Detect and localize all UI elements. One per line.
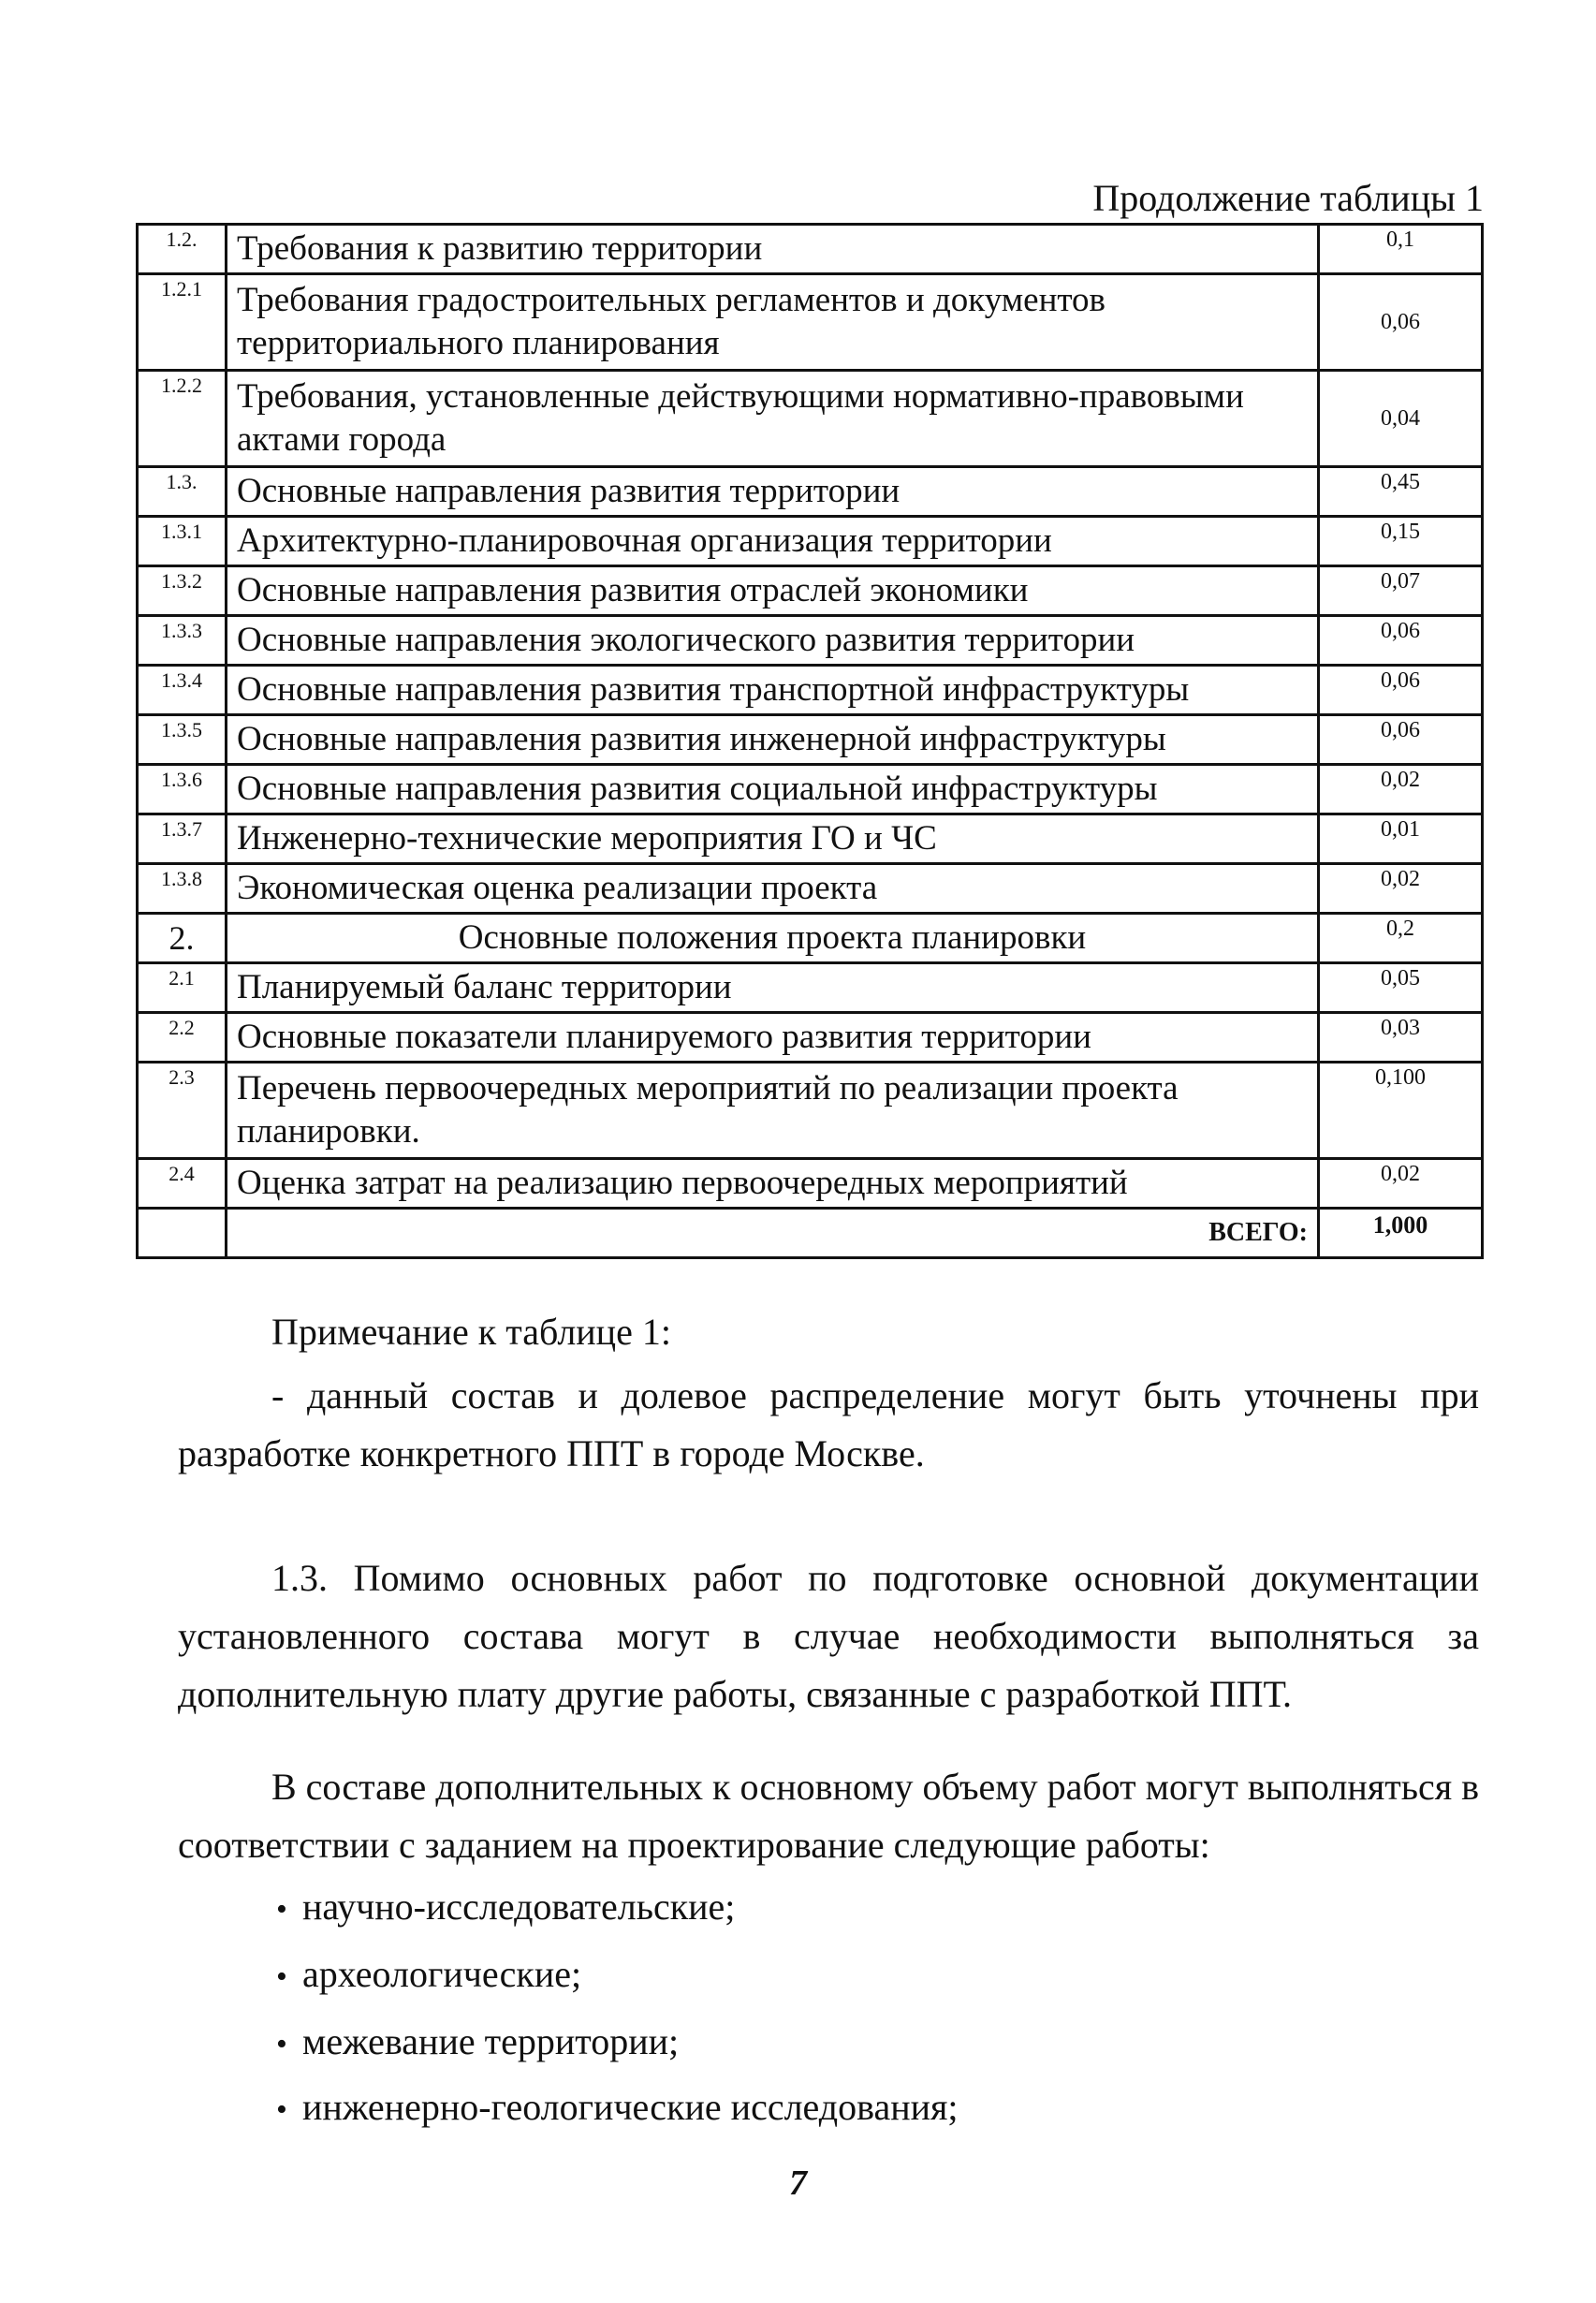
list-item-text: научно-исследовательские; bbox=[302, 1885, 736, 1928]
row-number: 1.3.3 bbox=[138, 616, 227, 666]
row-number: 2.3 bbox=[138, 1063, 227, 1159]
paragraph-additional-works: В составе дополнительных к основному объему работ могут выполняться в соответствии с заданием на проектирование следующие работы: bbox=[178, 1766, 1479, 1866]
list-item-text: межевание территории; bbox=[302, 2020, 680, 2062]
table-row bbox=[138, 963, 1483, 1013]
row-name: Основные направления развития отраслей экономики bbox=[227, 566, 1319, 616]
row-value: 0,06 bbox=[1319, 715, 1483, 765]
bullet-icon: • bbox=[276, 1892, 287, 1927]
row-number: 1.3.1 bbox=[138, 517, 227, 566]
list-item-text: инженерно-геологические исследования; bbox=[302, 2086, 959, 2128]
table-row bbox=[138, 666, 1483, 715]
row-value: 0,2 bbox=[1319, 914, 1483, 963]
row-value: 0,1 bbox=[1319, 225, 1483, 274]
row-name: Основные направления экологического развития территории bbox=[227, 616, 1319, 666]
row-value: 0,03 bbox=[1319, 1013, 1483, 1063]
row-name: Планируемый баланс территории bbox=[227, 963, 1319, 1013]
row-value: 0,45 bbox=[1319, 467, 1483, 517]
list-item bbox=[276, 1884, 735, 1933]
row-number: 1.2.2 bbox=[138, 371, 227, 467]
row-number: 1.3.6 bbox=[138, 765, 227, 814]
table-row bbox=[138, 1013, 1483, 1063]
row-number: 1.3.5 bbox=[138, 715, 227, 765]
row-name: Требования к развитию территории bbox=[227, 225, 1319, 274]
total-value: 1,000 bbox=[1319, 1209, 1483, 1258]
row-value: 0,06 bbox=[1319, 666, 1483, 715]
table-caption: Продолжение таблицы 1 bbox=[1092, 177, 1484, 219]
row-value: 0,02 bbox=[1319, 1159, 1483, 1209]
row-number: 1.3.8 bbox=[138, 864, 227, 914]
row-value: 0,100 bbox=[1319, 1063, 1483, 1159]
table-row bbox=[138, 517, 1483, 566]
table-row bbox=[138, 371, 1483, 467]
row-number: 2. bbox=[138, 914, 227, 963]
row-number: 1.2.1 bbox=[138, 274, 227, 371]
row-name: Инженерно-технические мероприятия ГО и ЧС bbox=[227, 814, 1319, 864]
table-row bbox=[138, 225, 1483, 274]
list-item bbox=[276, 2018, 679, 2068]
row-number: 1.3.4 bbox=[138, 666, 227, 715]
table-row bbox=[138, 864, 1483, 914]
row-number: 1.3.7 bbox=[138, 814, 227, 864]
table-row bbox=[138, 1063, 1483, 1159]
table-row bbox=[138, 765, 1483, 814]
page-number: 7 bbox=[789, 2164, 807, 2203]
row-number: 2.2 bbox=[138, 1013, 227, 1063]
row-number: 2.4 bbox=[138, 1159, 227, 1209]
row-name: Оценка затрат на реализацию первоочередных мероприятий bbox=[227, 1159, 1319, 1209]
cost-share-table bbox=[136, 223, 1484, 1259]
note-title: Примечание к таблице 1: bbox=[271, 1311, 671, 1353]
table-row bbox=[138, 715, 1483, 765]
bullet-icon: • bbox=[276, 1959, 287, 1994]
note-text: - данный состав и долевое распределение могут быть уточнены при разработке конкретного ППТ в городе Москве. bbox=[178, 1374, 1479, 1474]
row-name: Требования градостроительных регламентов и документов территориального планирования bbox=[227, 274, 1319, 371]
row-name: Требования, установленные действующими нормативно-правовыми актами города bbox=[227, 371, 1319, 467]
row-value: 0,01 bbox=[1319, 814, 1483, 864]
row-name: Архитектурно-планировочная организация территории bbox=[227, 517, 1319, 566]
row-number: 1.3.2 bbox=[138, 566, 227, 616]
row-number: 1.2. bbox=[138, 225, 227, 274]
row-value: 0,15 bbox=[1319, 517, 1483, 566]
table-row bbox=[138, 616, 1483, 666]
total-label: ВСЕГО: bbox=[227, 1209, 1319, 1258]
table-row bbox=[138, 814, 1483, 864]
row-value: 0,06 bbox=[1319, 274, 1483, 371]
row-name: Основные положения проекта планировки bbox=[227, 914, 1319, 963]
row-name: Основные направления развития транспортной инфраструктуры bbox=[227, 666, 1319, 715]
row-value: 0,07 bbox=[1319, 566, 1483, 616]
table-row bbox=[138, 467, 1483, 517]
total-number-cell bbox=[138, 1209, 227, 1258]
bullet-icon: • bbox=[276, 2092, 287, 2127]
row-value: 0,04 bbox=[1319, 371, 1483, 467]
row-number: 2.1 bbox=[138, 963, 227, 1013]
table-row bbox=[138, 566, 1483, 616]
bullet-icon: • bbox=[276, 2027, 287, 2061]
paragraph-1-3: 1.3. Помимо основных работ по подготовке основной документации установленного состава могут в случае необходимости выполняться за дополнительную плату другие работы, связанные с разработкой ППТ. bbox=[178, 1557, 1479, 1715]
row-number: 1.3. bbox=[138, 467, 227, 517]
row-name: Основные направления развития территории bbox=[227, 467, 1319, 517]
row-value: 0,05 bbox=[1319, 963, 1483, 1013]
row-name: Основные показатели планируемого развития территории bbox=[227, 1013, 1319, 1063]
table-row bbox=[138, 914, 1483, 963]
row-name: Основные направления развития инженерной инфраструктуры bbox=[227, 715, 1319, 765]
list-item bbox=[276, 1951, 581, 2001]
row-value: 0,02 bbox=[1319, 864, 1483, 914]
row-value: 0,06 bbox=[1319, 616, 1483, 666]
list-item bbox=[276, 2084, 959, 2134]
row-name: Основные направления развития социальной инфраструктуры bbox=[227, 765, 1319, 814]
table-row bbox=[138, 274, 1483, 371]
list-item-text: археологические; bbox=[302, 1953, 582, 1995]
table-row bbox=[138, 1159, 1483, 1209]
row-value: 0,02 bbox=[1319, 765, 1483, 814]
row-name: Экономическая оценка реализации проекта bbox=[227, 864, 1319, 914]
row-name: Перечень первоочередных мероприятий по реализации проекта планировки. bbox=[227, 1063, 1319, 1159]
table-total-row bbox=[138, 1209, 1483, 1258]
